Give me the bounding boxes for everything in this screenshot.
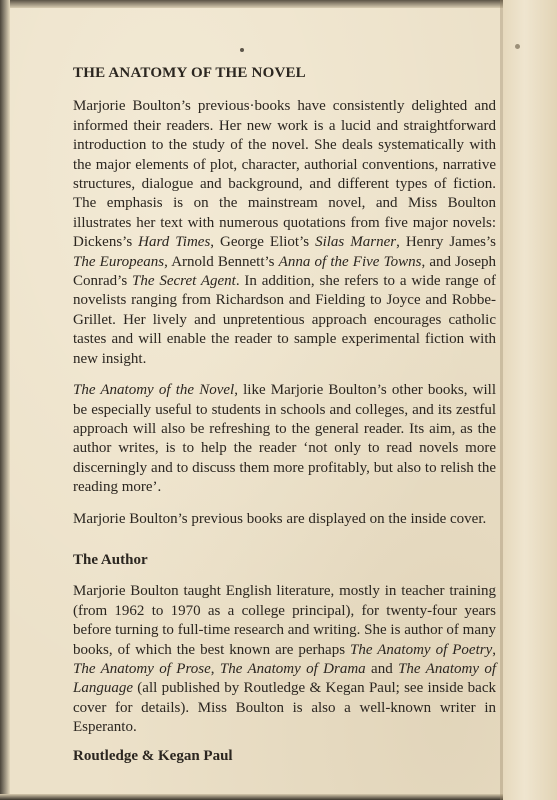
author-bio-paragraph bbox=[73, 582, 496, 737]
paragraph-text: , like Marjorie Boulton’s other books, will be especially useful to students in schools and colleges, and its zestful approach will also be refreshing to the general reader. Its aim, as the author writes, is to help the reader ‘not only to read novels more discerningly and to discuss them more profitably, but also to relish the reading more’. bbox=[73, 382, 497, 496]
paragraph-text: , and Joseph Conrad’s bbox=[73, 253, 496, 290]
italic-title-text: The Secret Agent bbox=[132, 273, 236, 290]
italic-title-text: The Anatomy of Prose bbox=[73, 660, 211, 677]
paragraph-text: , George Eliot’s bbox=[210, 234, 316, 251]
paragraph-text: Marjorie Boulton’s previous books are displayed on the inside cover. bbox=[73, 510, 487, 527]
publisher-name: Routledge & Kegan Paul bbox=[73, 748, 233, 764]
blurb-text-block bbox=[73, 64, 496, 750]
spine-strip bbox=[503, 0, 557, 800]
paragraph-text: , Henry James’s bbox=[396, 234, 496, 251]
italic-title-text: The Anatomy of Poetry bbox=[350, 641, 493, 658]
left-edge-shadow bbox=[0, 0, 10, 800]
italic-title-text: The Anatomy of the Novel bbox=[73, 382, 235, 399]
description-paragraph bbox=[73, 97, 496, 369]
top-edge-shadow bbox=[0, 0, 557, 8]
italic-title-text: The Europeans bbox=[73, 253, 165, 270]
bottom-edge-shadow bbox=[0, 794, 557, 800]
ink-speck bbox=[240, 48, 244, 52]
italic-title-text: Silas Marner bbox=[315, 234, 397, 251]
italic-title-text: The Anatomy of Language bbox=[73, 660, 497, 697]
author-section-heading: The Author bbox=[73, 551, 148, 568]
paragraph-text: (all published by Routledge & Kegan Paul; see inside back cover for details). Miss Boulton is also a well-known writer in Esperanto. bbox=[73, 680, 496, 736]
paragraph-text: and bbox=[365, 660, 399, 677]
audience-paragraph bbox=[73, 381, 496, 497]
italic-title-text: Hard Times bbox=[138, 234, 211, 251]
previous-books-note bbox=[73, 510, 496, 529]
paragraph-text: . In addition, she refers to a wide range of novelists ranging from Richardson and Fielding to Joyce and Robbe-Grillet. Her lively and unpretentious approach encourages catholic tastes and will enable the reader to sample experimental fiction with new insight. bbox=[73, 273, 497, 367]
italic-title-text: The Anatomy of Drama bbox=[219, 660, 366, 677]
italic-title-text: Anna of the Five Towns bbox=[278, 253, 422, 270]
paragraph-text: Marjorie Boulton taught English literature, mostly in teacher training (from 1962 to 1970 as a college principal), for twenty-four years before turning to full-time research and writing. She is author of many books, of which the best known are perhaps bbox=[73, 583, 496, 658]
book-title-heading: THE ANATOMY OF THE NOVEL bbox=[73, 65, 306, 81]
paragraph-text: , Arnold Bennett’s bbox=[164, 253, 279, 270]
paragraph-text: , bbox=[210, 660, 220, 677]
spine-speck bbox=[515, 44, 520, 49]
paragraph-text: Marjorie Boulton’s previous·books have consistently delighted and informed their readers. Her new work is a lucid and straightforward introduction to the study of the novel. She deals systematically with the major elements of plot, character, authorial conventions, narrative structures, dialogue and background, and different types of fiction. The emphasis is on the mainstream novel, and Miss Boulton illustrates her text with numerous quotations from five major novels: Dickens’s bbox=[73, 98, 496, 251]
paragraph-text: , bbox=[492, 641, 496, 658]
